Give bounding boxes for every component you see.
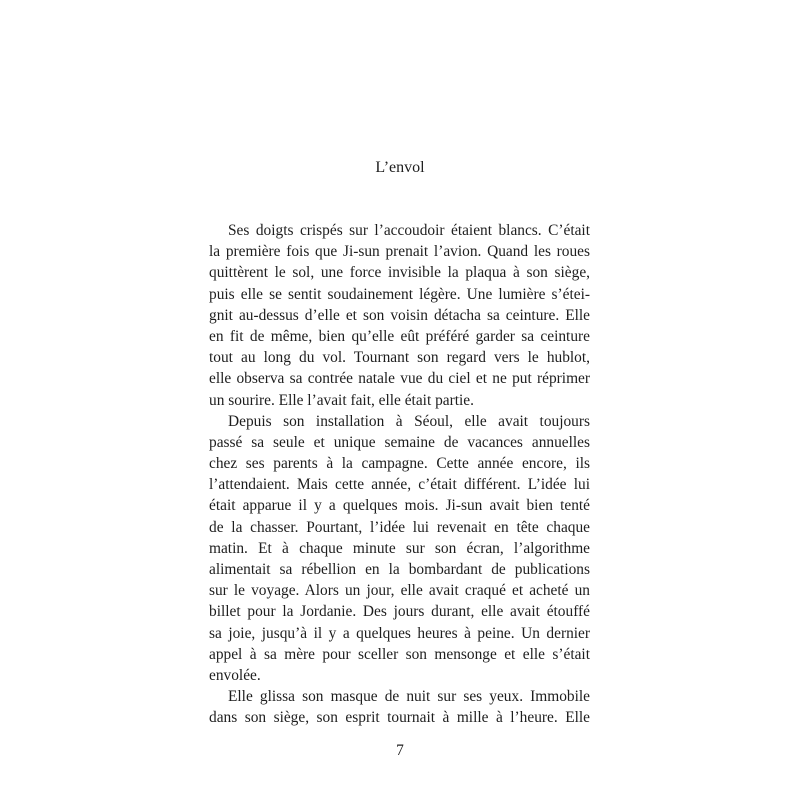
text-line: chez ses parents à la campagne. Cette année encore, ils [209,455,590,473]
paragraph-2 [209,411,590,686]
text-line: elle observa sa contrée natale vue du ciel et ne put réprimer [209,370,590,388]
text-line: gnit au-dessus d’elle et son voisin détacha sa ceinture. Elle [209,306,590,324]
text-line: alimentait sa rébellion en la bombardant de publications [209,561,590,578]
text-line: l’attendaient. Mais cette année, c’était différent. L’idée lui [209,476,590,494]
text-line: Ses doigts crispés sur l’accoudoir étaient blancs. C’était [228,222,590,239]
text-line: sur le voyage. Alors un jour, elle avait craqué et acheté un [209,582,590,600]
body-text [209,220,590,729]
text-line: puis elle se sentit soudainement légère. Une lumière s’étei- [209,285,590,303]
text-line: tout au long du vol. Tournant son regard vers le hublot, [209,349,590,367]
text-line: un sourire. Elle l’avait fait, elle était partie. [209,391,474,409]
text-line: Depuis son installation à Séoul, elle avait toujours [228,412,590,430]
paragraph-1 [209,220,590,411]
paragraph-3 [209,686,590,728]
text-line: sa joie, jusqu’à il y a quelques heures à peine. Un dernier [209,624,590,642]
text-line: en fit de même, bien qu’elle eût préféré garder sa ceinture [209,327,590,345]
text-line: dans son siège, son esprit tournait à mille à l’heure. Elle [209,709,590,727]
text-line: billet pour la Jordanie. Des jours durant, elle avait étouffé [209,603,590,621]
text-line: était apparue il y a quelques mois. Ji-sun avait bien tenté [209,497,590,515]
text-line: de la chasser. Pourtant, l’idée lui revenait en tête chaque [209,518,590,536]
text-line: envolée. [209,666,261,684]
chapter-title: L’envol [375,159,425,176]
text-line: la première fois que Ji-sun prenait l’avion. Quand les roues [209,243,590,261]
text-line: appel à sa mère pour sceller son mensonge et elle s’était [209,645,590,663]
text-line: Elle glissa son masque de nuit sur ses yeux. Immobile [228,688,590,706]
text-line: matin. Et à chaque minute sur son écran, l’algorithme [209,539,590,557]
text-line: passé sa seule et unique semaine de vacances annuelles [209,433,590,451]
page-number: 7 [396,742,404,759]
text-line: quittèrent le sol, une force invisible la plaqua à son siège, [209,264,590,282]
